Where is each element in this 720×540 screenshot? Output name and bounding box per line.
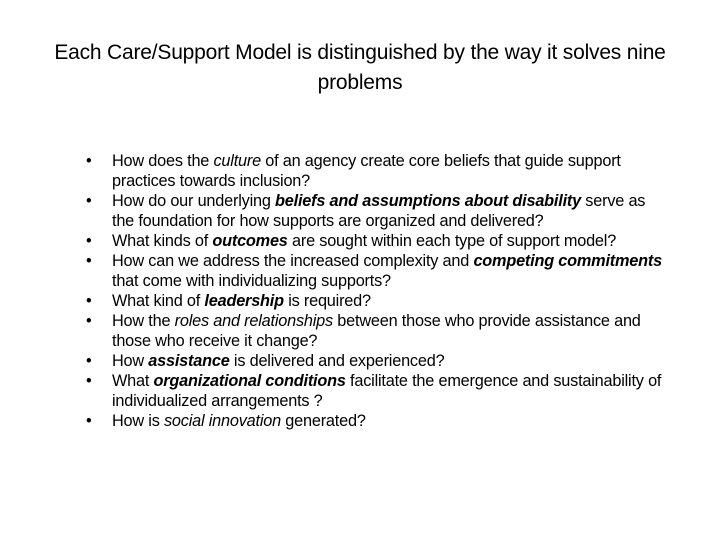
slide-title: Each Care/Support Model is distinguished by the way it solves nine problems [54, 41, 666, 94]
bullet-icon: • [86, 232, 92, 250]
bullet-item-assistance [86, 351, 671, 371]
bullet-icon: • [86, 352, 92, 370]
bullet-item-organizational-conditions [86, 371, 671, 411]
bullet-item-competing-commitments [86, 251, 671, 291]
bullet-text: How can we address the increased complexity and competing commitments that come with individualizing supports? [112, 252, 662, 290]
bullet-text: What kind of leadership is required? [112, 292, 371, 310]
bullet-item-social-innovation [86, 411, 671, 431]
bullet-text: How is social innovation generated? [112, 412, 366, 430]
bullet-icon: • [86, 292, 92, 310]
bullet-text: How does the culture of an agency create core beliefs that guide support practices towards inclusion? [112, 152, 621, 190]
emphasis-text: assistance [148, 352, 230, 370]
bullet-item-leadership [86, 291, 671, 311]
bullet-item-culture [86, 151, 671, 191]
bullet-item-beliefs [86, 191, 671, 231]
emphasis-text: beliefs and assumptions about disability [275, 192, 581, 210]
bullet-icon: • [86, 252, 92, 270]
bullet-item-outcomes [86, 231, 671, 251]
bullet-icon: • [86, 372, 92, 390]
emphasis-text: organizational conditions [153, 372, 346, 390]
bullet-text: How the roles and relationships between those who provide assistance and those who receive it change? [112, 312, 641, 350]
bullet-text: How assistance is delivered and experienced? [112, 352, 445, 370]
bullet-list [86, 151, 671, 431]
emphasis-text: competing commitments [473, 252, 662, 270]
emphasis-text: roles and relationships [174, 312, 333, 330]
bullet-text: How do our underlying beliefs and assumptions about disability serve as the foundation for how supports are organized and delivered? [112, 192, 646, 230]
bullet-text: What organizational conditions facilitate the emergence and sustainability of individualized arrangements ? [112, 372, 662, 410]
bullet-icon: • [86, 192, 92, 210]
bullet-item-roles [86, 311, 671, 351]
emphasis-text: outcomes [212, 232, 288, 250]
bullet-icon: • [86, 152, 92, 170]
bullet-icon: • [86, 412, 92, 430]
emphasis-text: social innovation [163, 412, 281, 430]
emphasis-text: leadership [204, 292, 284, 310]
bullet-text: What kinds of outcomes are sought within each type of support model? [112, 232, 617, 250]
emphasis-text: culture [213, 152, 261, 170]
bullet-icon: • [86, 312, 92, 330]
